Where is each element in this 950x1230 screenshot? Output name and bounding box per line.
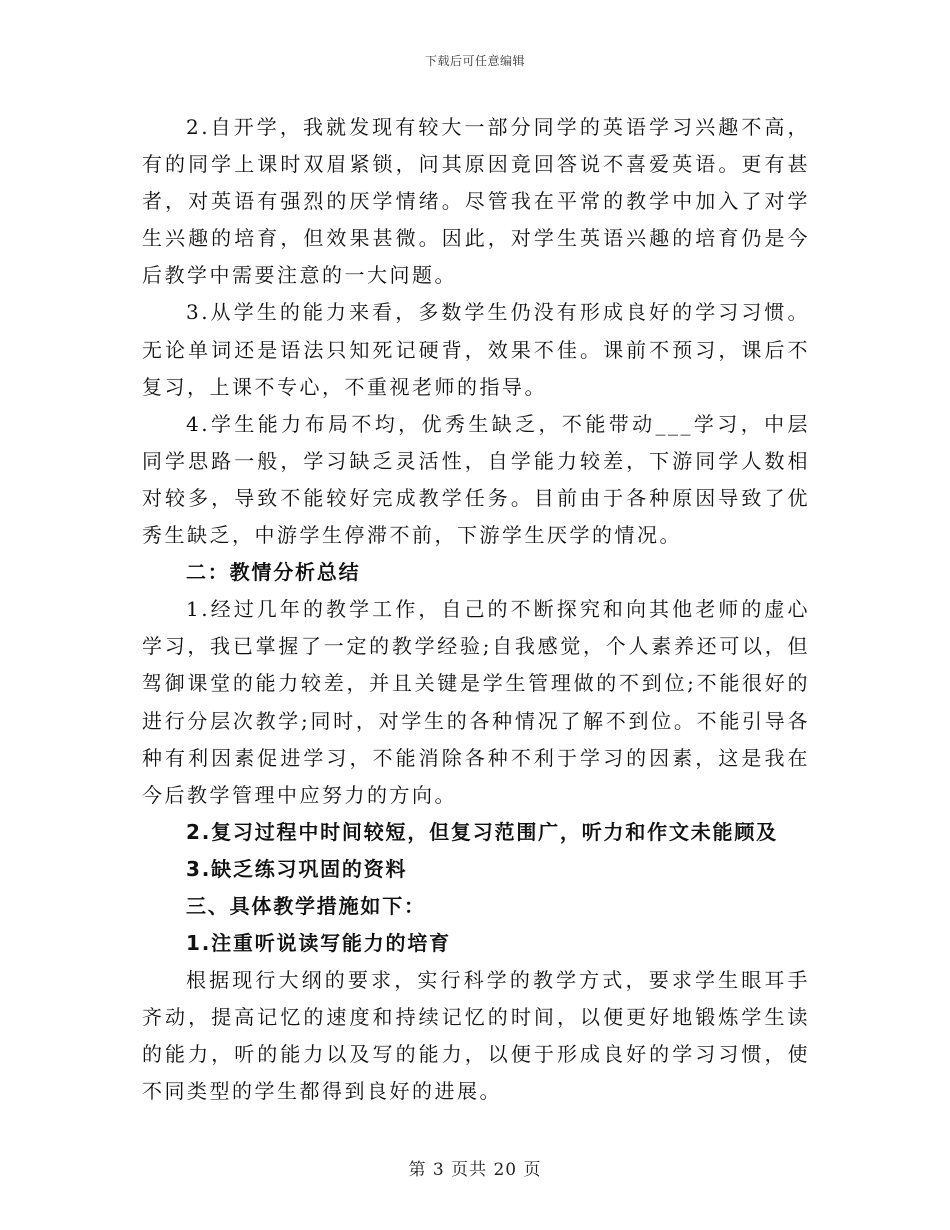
paragraph-point-3: 3.从学生的能力来看，多数学生仍没有形成良好的学习习惯。无论单词还是语法只知死记硬背，效果不佳。课前不预习，课后不复习，上课不专心，不重视老师的指导。 bbox=[142, 300, 810, 399]
section-heading-2: 二：教情分析总结 bbox=[186, 560, 361, 585]
page-number: 第 3 页共 20 页 bbox=[408, 1160, 542, 1180]
paragraph-point-2: 2.自开学，我就发现有较大一部分同学的英语学习兴趣不高，有的同学上课时双眉紧锁，问其原因竟回答说不喜爱英语。更有甚者，对英语有强烈的厌学情绪。尽管我在平常的教学中加入了对学生兴趣的培育，但效果甚微。因此，对学生英语兴趣的培育仍是今后教学中需要注意的一大问题。 bbox=[142, 115, 810, 288]
document-body bbox=[142, 109, 810, 1111]
paragraph-measure-1: 根据现行大纲的要求，实行科学的教学方式，要求学生眼耳手齐动，提高记忆的速度和持续记忆的时间，以便更好地锻炼学生读的能力，听的能力以及写的能力，以便于形成良好的学习习惯，使不同类型的学生都得到良好的进展。 bbox=[142, 968, 810, 1104]
page-header: 下载后可任意编辑 bbox=[424, 54, 525, 68]
summary-point-2: 2.复习过程中时间较短，但复习范围广，听力和作文未能顾及 bbox=[186, 819, 778, 844]
section-heading-3: 三、具体教学措施如下： bbox=[186, 893, 426, 918]
paragraph-teaching-summary-1: 1.经过几年的教学工作，自己的不断探究和向其他老师的虚心学习，我已掌握了一定的教学经验;自我感觉，个人素养还可以，但驾御课堂的能力较差，并且关键是学生管理做的不到位;不能很好的进行分层次教学;同时，对学生的各种情况了解不到位。不能引导各种有利因素促进学习，不能消除各种不利于学习的因素，这是我在今后教学管理中应努力的方向。 bbox=[142, 597, 810, 807]
paragraph-point-4: 4.学生能力布局不均，优秀生缺乏，不能带动___学习，中层同学思路一般，学习缺乏灵活性，自学能力较差，下游同学人数相对较多，导致不能较好完成教学任务。目前由于各种原因导致了优秀生缺乏，中游学生停滞不前，下游学生厌学的情况。 bbox=[142, 411, 810, 548]
measure-heading-1: 1.注重听说读写能力的培育 bbox=[186, 931, 451, 956]
summary-point-3: 3.缺乏练习巩固的资料 bbox=[186, 856, 408, 881]
